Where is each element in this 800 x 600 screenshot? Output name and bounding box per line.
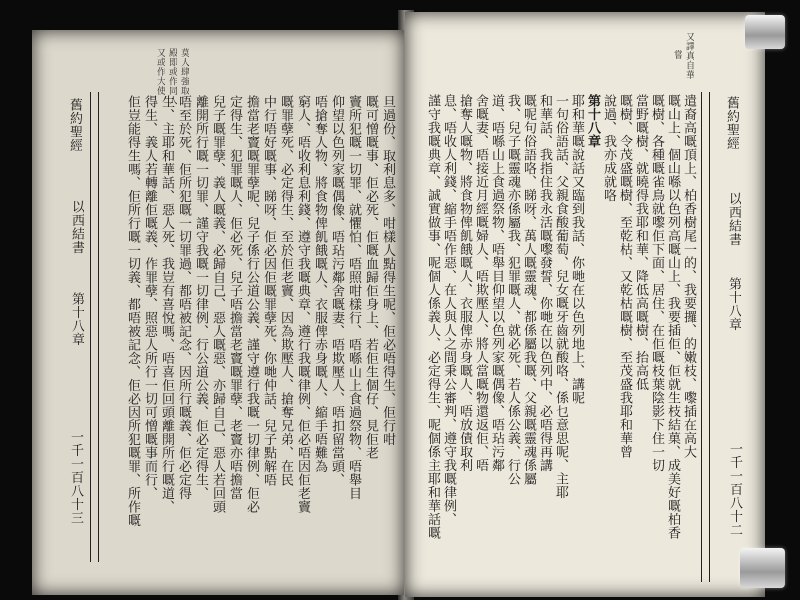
left-page — [32, 30, 404, 595]
text-column: 舍嘅妻、唔接近月經嘅婦人、唔欺壓人、將人當嘅物還返佢、唔 — [473, 94, 488, 472]
running-header-title: 舊約聖經 — [724, 96, 739, 150]
text-column: 搶奪人嘅物、將食物俾飢餓嘅人、衣服俾赤身嘅人、唔放債取利 — [457, 94, 472, 472]
text-column: 和華話、我指住我永活嘅嚟發誓、你哋在以色列中、必唔得再講 — [537, 94, 552, 472]
text-column: 得生、義人若轉離佢嘅義、作罪孽、照惡人所行一切可憎嘅事而行、 — [142, 95, 157, 500]
text-column: 嘅山上、個山喺以色列高嘅山上、我要插佢、佢就生枝結菓、成美好嘅柏香 — [665, 94, 680, 540]
text-column: 佢豈能得生嗎、佢所行嘅一切義、都唔被記念、佢必因所犯嘅罪、所作嘅 — [125, 95, 140, 527]
page-number: 一千一百八十二 — [727, 442, 742, 537]
text-column: 唔至於死、佢所犯嘅一切罪過、都唔被記念、因所行嘅義、佢必定得 — [176, 95, 191, 500]
text-column: 旦過份、取利息多、咁樣人點得生呢、佢必唔得生、佢行咁 — [380, 95, 395, 446]
side-note: 又譯真自華 — [684, 32, 694, 80]
text-column: 耶和華嘅說話又臨到我話、你哋在以色列地上、講呢 — [569, 94, 584, 405]
text-column: 嘅可憎嘅事、佢必死、佢嘅血歸佢身上、若佢生個仔、見佢老 — [363, 95, 378, 460]
text-column: 離開所行嘅一切罪、謹守我嘅一切律例、行公道公義、佢必定得生、 — [193, 95, 208, 500]
binder-clip — [740, 548, 785, 588]
side-note: 又或作大使 — [155, 48, 165, 96]
rule — [98, 92, 99, 562]
text-column: 兒子嘅罪孽、義人嘅義、必歸自己、惡人嘅惡、亦歸自己、惡人若回頭 — [210, 95, 225, 514]
side-note: 殿即或作同人 — [167, 48, 177, 105]
text-column: 嘅樹、各種嘅雀鳥就嚟佢下面、居住、在佢嘅枝葉陰影下住一切 — [649, 94, 664, 472]
running-header-title: 舊約聖經 — [67, 98, 82, 152]
text-column: 一句俗語話、父親食酸葡萄、兒女嘅牙齒就酸咯、係乜意思呢、主耶 — [553, 94, 568, 499]
text-column: 中行唔好嘅事、睇呀、佢必因佢嘅罪孽死、你哋仲話、兒子點解唔 — [261, 95, 276, 487]
text-column: 當野嘅樹、就曉得我耶和華、降低高嘅樹、抬高低 — [633, 94, 648, 391]
text-column: 息、唔收人利錢、縮手唔作惡、在人與人之間秉公審判、遵守我嘅律例、 — [441, 94, 456, 526]
text-column: 竇所犯嘅一切罪、就懼怕、唔照咁樣行、唔喺山上食過祭物、唔舉目 — [346, 95, 361, 500]
text-column: 嘅樹、令茂盛嘅樹、至乾枯、又乾枯嘅樹、至茂盛我耶和華曾 — [617, 94, 632, 459]
text-column: 仰望以色列家嘅偶像、唔玷污鄰舍嘅妻、唔欺壓人、唔扣留當頭、 — [329, 95, 344, 487]
text-column: 謹守我嘅典章、誠實做事、呢個人係義人、必定得生、呢個係主耶和華話嘅 — [425, 94, 440, 540]
right-page — [405, 12, 765, 597]
rule — [709, 92, 710, 582]
side-note: 嘗 — [672, 50, 682, 60]
running-header-chapter: 第十八章 — [69, 292, 84, 346]
text-column: 遣裔高嘅頂上、柏香樹尾一的、我要攞、的嫩枝、嚟插在高大 — [681, 94, 696, 459]
text-column: 第十八章 — [585, 94, 600, 148]
rule — [701, 92, 702, 582]
running-header-chapter: 第十八章 — [726, 277, 741, 331]
running-header-book: 以西結書 — [726, 192, 741, 246]
text-column: 生、主耶和華話、惡人死、我豈有喜悅嗎、唔喜佢回頭離開所行嘅道、 — [159, 95, 174, 514]
text-column: 定得生、犯罪嘅人、佢必死、兒子唔擔當老竇嘅罪孽、老竇亦唔擔當 — [227, 95, 242, 500]
text-column: 道、唔喺山上食過祭物、唔舉目仰望以色列家嘅偶像、唔玷污鄰 — [489, 94, 504, 472]
text-column: 擔當老竇嘅罪孽呢、兒子係行公道公義、謹守遵行我嘅一切律例、佢必 — [244, 95, 259, 514]
text-column: 唔搶奪人物、將食物俾飢餓嘅人、衣服俾赤身嘅人、縮手唔難為 — [312, 95, 327, 473]
text-column: 嘅呢句俗語咯、睇呀、萬人嘅靈魂、都係屬我嘅、父親嘅靈魂係屬 — [521, 94, 536, 486]
text-column: 我、兒子嘅靈魂亦係屬我、犯罪嘅人、就必死、若人係公義、行公 — [505, 94, 520, 486]
side-note: 莫人肆強取 — [179, 48, 189, 96]
text-column: 說過、我亦成就咯 — [601, 94, 616, 202]
binder-clip — [745, 15, 785, 49]
running-header-book: 以西結書 — [69, 200, 84, 254]
page-number: 一千一百八十三 — [68, 430, 83, 525]
rule — [90, 92, 91, 562]
text-column: 嘅罪孽死、必定得生、至於佢老竇、因為欺壓人、搶奪兄弟、在民 — [278, 95, 293, 487]
text-column: 窮人、唔收利息利錢、遵守我嘅典章、遵行我嘅律例、佢必唔因佢老竇 — [295, 95, 310, 514]
